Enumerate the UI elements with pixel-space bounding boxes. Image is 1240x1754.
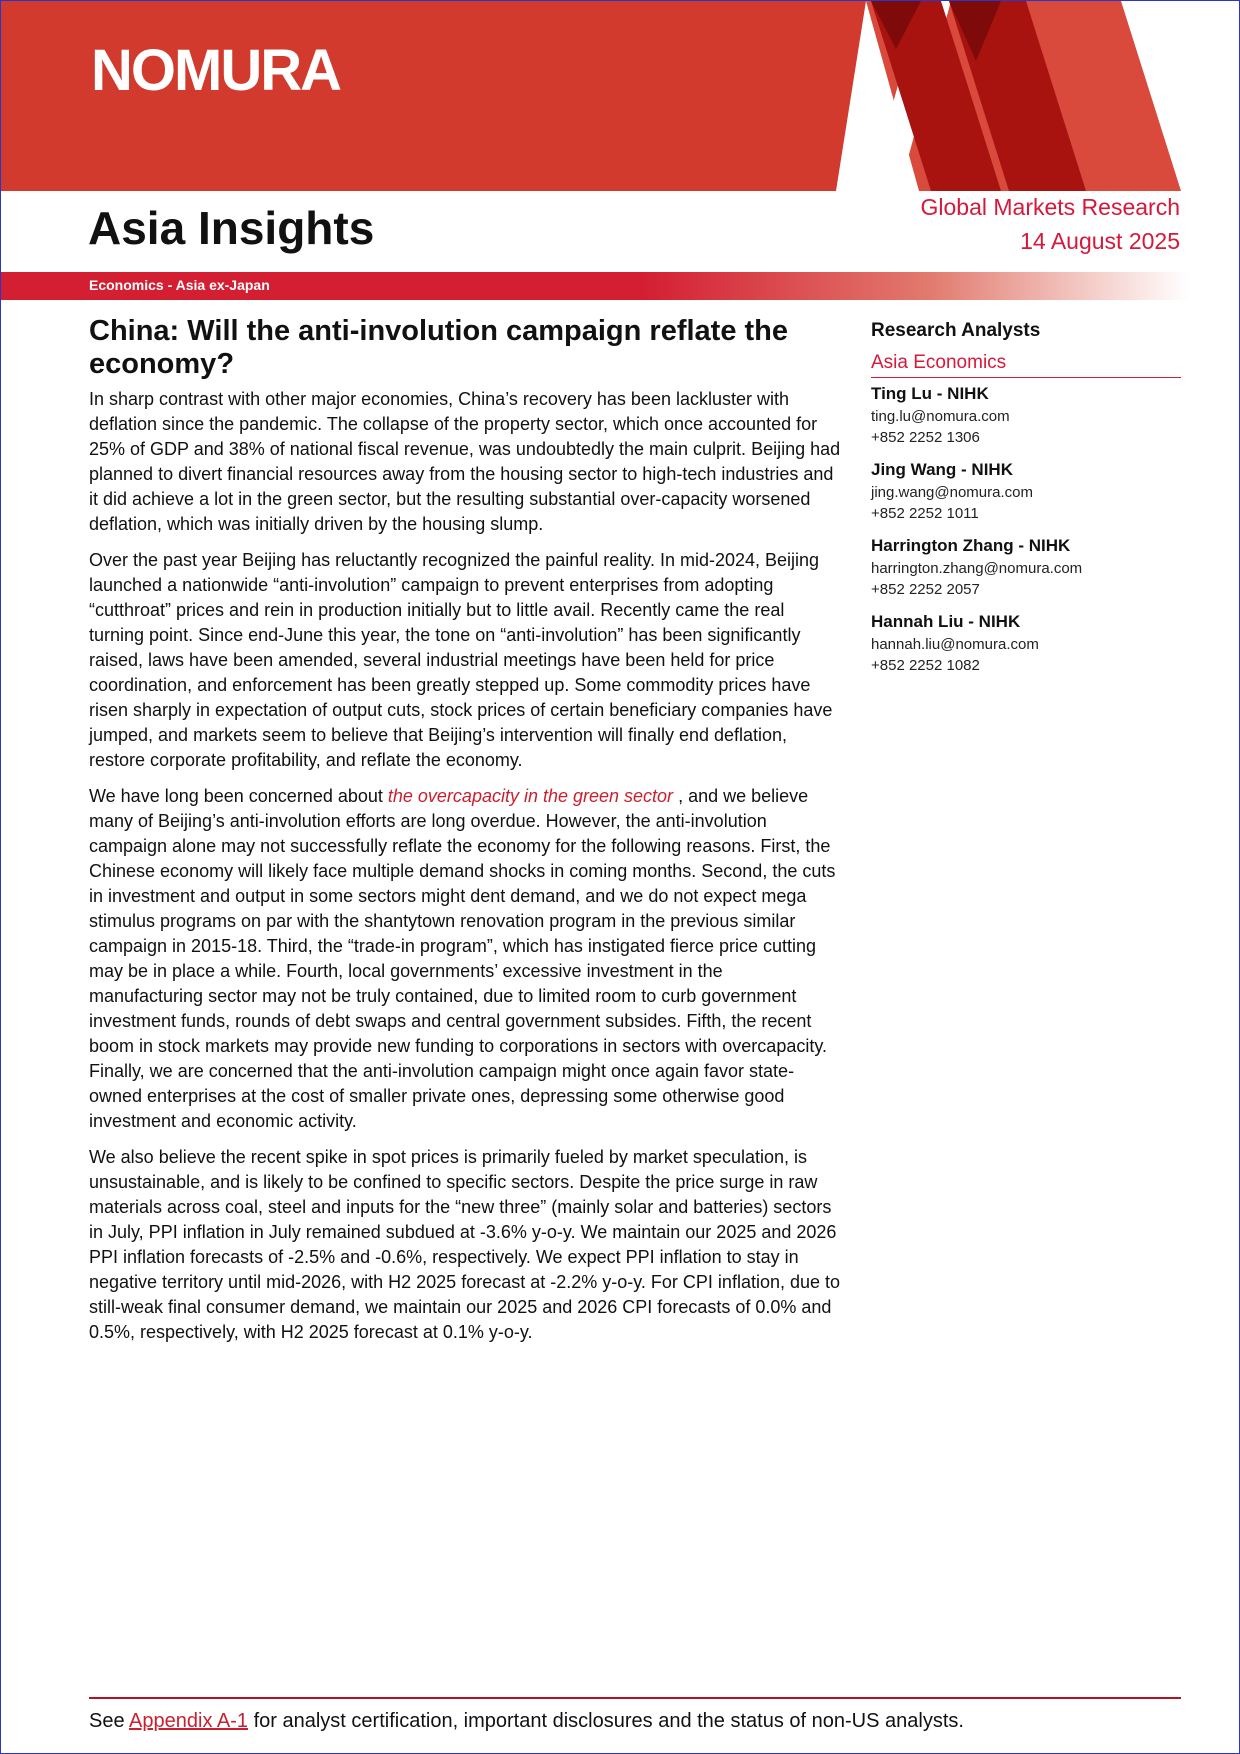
footer-text-start: See xyxy=(89,1710,130,1732)
analyst-name: Harrington Zhang - NIHK xyxy=(871,536,1071,555)
appendix-link[interactable]: Appendix A-1 xyxy=(129,1710,249,1732)
analyst-name: Ting Lu - NIHK xyxy=(871,384,989,403)
analyst-email[interactable]: jing.wang@nomura.com xyxy=(871,484,1033,501)
green-overcapacity-link[interactable]: the overcapacity in the green sector xyxy=(387,786,674,806)
footer-text-end: for analyst certification, important disclosures and the status of non-US analysts. xyxy=(248,1710,964,1732)
report-meta xyxy=(921,190,1181,258)
footer-divider xyxy=(89,1697,1181,1699)
analyst-card xyxy=(871,458,1181,524)
header-banner xyxy=(1,1,1239,191)
paragraph-1: In sharp contrast with other major economies, China’s recovery has been lackluster with deflation since the pandemic. The collapse of the property sector, which once accounted for 25% of GDP and 38% of national fiscal revenue, was undoubtedly the main culprit. Beijing had planned to divert financial resources away from the housing sector to high-tech industries and it did achieve a lot in the green sector, but the resulting substantial over-capacity worsened deflation, which was initially driven by the housing slump. xyxy=(89,389,841,534)
analyst-phone: +852 2252 1082 xyxy=(871,657,980,674)
department-label: Asia Economics xyxy=(871,350,1181,378)
analyst-phone: +852 2252 1011 xyxy=(871,505,979,522)
analyst-email[interactable]: ting.lu@nomura.com xyxy=(871,408,1010,425)
category-label: Economics - Asia ex-Japan xyxy=(89,277,270,293)
analyst-card xyxy=(871,534,1181,600)
analyst-phone: +852 2252 1306 xyxy=(871,429,980,446)
disclosure-footer xyxy=(89,1708,964,1734)
nomura-logo: NOMURA xyxy=(91,38,340,103)
paragraph-3-start: We have long been concerned about xyxy=(89,786,388,806)
paragraph-3 xyxy=(89,784,841,1134)
analyst-card xyxy=(871,382,1181,448)
division-label: Global Markets Research xyxy=(920,194,1180,220)
analyst-card xyxy=(871,610,1181,676)
analyst-sidebar xyxy=(871,318,1181,686)
paragraph-2: Over the past year Beijing has reluctantly recognized the painful reality. In mid-2024, Beijing launched a nationwide “anti-involution” campaign to prevent enterprises from adopting “cutthroat” prices and rein in production initially but to little avail. Recently came the real turning point. Since end-June this year, the tone on “anti-involution” has been significantly raised, laws have been amended, several industrial meetings have been held for price coordination, and enforcement has been greatly stepped up. Some commodity prices have risen sharply in expectation of output cuts, stock prices of certain beneficiary companies have jumped, and markets seem to believe that Beijing’s intervention will finally end deflation, restore corporate profitability, and reflate the economy. xyxy=(89,550,833,770)
article-headline: China: Will the anti-involution campaign reflate the economy? xyxy=(89,315,789,380)
category-stripe xyxy=(1,272,1239,300)
analyst-phone: +852 2252 2057 xyxy=(871,581,980,598)
analyst-name: Jing Wang - NIHK xyxy=(871,460,1013,479)
publication-title: Asia Insights xyxy=(88,202,375,254)
paragraph-4: We also believe the recent spike in spot prices is primarily fueled by market speculation, is unsustainable, and is likely to be confined to specific sectors. Despite the price surge in raw materials across coal, steel and inputs for the “new three” (mainly solar and batteries) sectors in July, PPI inflation in July remained subdued at -3.6% y-o-y. We maintain our 2025 and 2026 PPI inflation forecasts of -2.5% and -0.6%, respectively. We expect PPI inflation to stay in negative territory until mid-2026, with H2 2025 forecast at -2.2% y-o-y. For CPI inflation, due to still-weak final consumer demand, we maintain our 2025 and 2026 CPI forecasts of 0.0% and 0.5%, respectively, with H2 2025 forecast at 0.1% y-o-y. xyxy=(89,1147,841,1342)
analyst-email[interactable]: harrington.zhang@nomura.com xyxy=(871,560,1083,577)
report-date: 14 August 2025 xyxy=(1020,228,1180,254)
analyst-name: Hannah Liu - NIHK xyxy=(871,612,1021,631)
paragraph-3-end: , and we believe many of Beijing’s anti-involution efforts are long overdue. However, the anti-involution campaign alone may not successfully reflate the economy for the following reasons. First, the Chinese economy will likely face multiple demand shocks in coming months. Second, the cuts in investment and output in some sectors might dent demand, and we do not expect mega stimulus programs on par with the shantytown renovation program in the previous similar campaign in 2015-18. Third, the “trade-in program”, which has instigated fierce price cutting may be in place a while. Fourth, local governments’ excessive investment in the manufacturing sector may not be truly contained, due to limited room to curb government investment funds, rounds of debt swaps and central government subsides. Fifth, the recent boom in stock markets may provide new funding to corporations in sectors with overcapacity. Finally, we are concerned that the anti-involution campaign might once again favor state-owned enterprises at the cost of smaller private ones, depressing some otherwise good investment and economic activity. xyxy=(89,786,836,1131)
analyst-email[interactable]: hannah.liu@nomura.com xyxy=(871,636,1039,653)
sidebar-heading: Research Analysts xyxy=(871,320,1041,341)
article-body xyxy=(89,315,841,1356)
